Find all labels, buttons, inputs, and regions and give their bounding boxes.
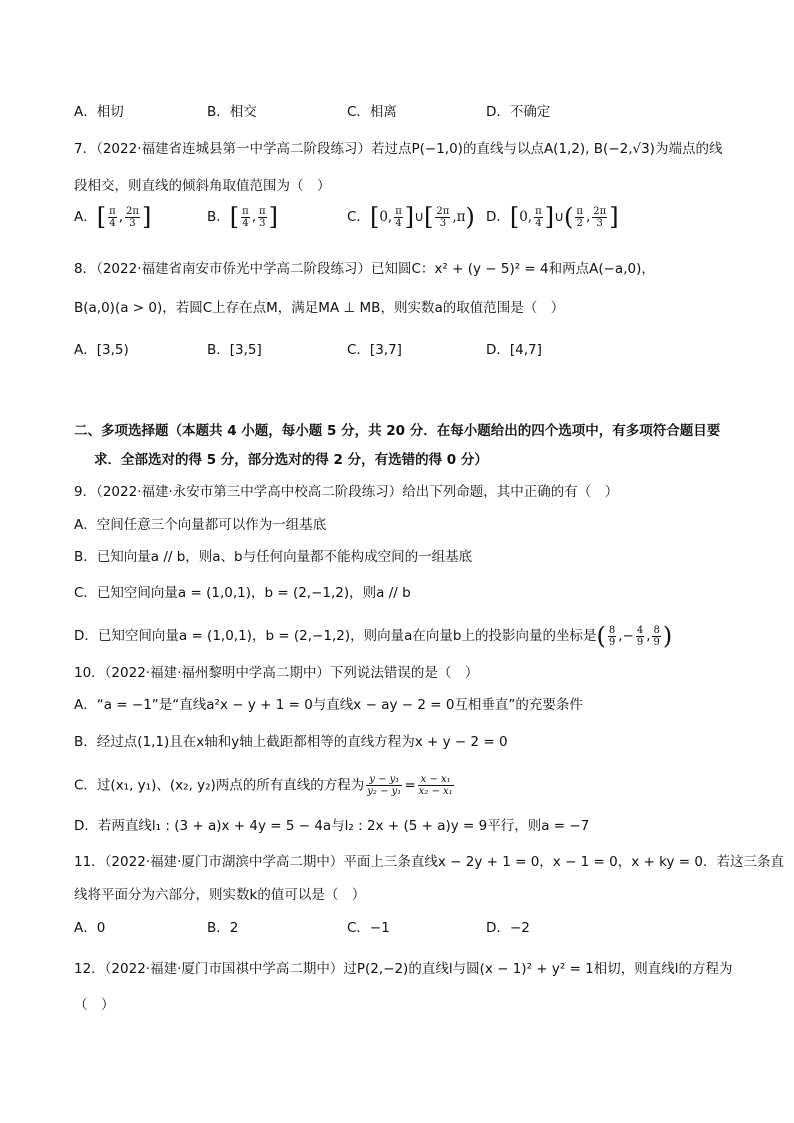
left-bracket: [ [229, 203, 240, 231]
fraction: $\frac{\pi}{2}$ [576, 205, 583, 229]
q7-stem-line2: 段相交，则直线的倾斜角取值范围为（ ） [74, 178, 331, 194]
q6-option-d: D．不确定 [486, 104, 551, 120]
fraction: $\frac{4}{9}$ [636, 624, 644, 648]
fraction: $\frac{\pi}{4}$ [109, 205, 116, 229]
q7-option-b: B．[ $\frac{\pi}{4}$ , $\frac{\pi}{3}$ ] [207, 203, 278, 231]
q9-option-a: A．空间任意三个向量都可以作为一组基底 [74, 517, 327, 533]
q8-option-b: B．[3,5] [207, 342, 262, 358]
q7-stem-line1: 7．（2022·福建省连城县第一中学高二阶段练习）若过点P(−1,0)的直线与以点A(1,2), B(−2,√3)为端点的线 [74, 141, 723, 157]
left-paren: ( [564, 203, 574, 231]
q7-option-d-label: D． [486, 209, 510, 225]
q11-stem-line1: 11．（2022·福建·厦门市湖滨中学高二期中）平面上三条直线x − 2y + 1 = 0，x − 1 = 0，x + ky = 0．若这三条直 [74, 854, 784, 870]
q6-option-b: B．相交 [207, 104, 257, 120]
q8-option-a: A．[3,5) [74, 342, 129, 358]
right-bracket: ] [141, 203, 152, 231]
right-bracket: ] [609, 203, 619, 231]
left-bracket: [ [509, 203, 520, 231]
left-bracket: [ [369, 203, 380, 231]
q7-option-c-label: C． [347, 209, 370, 225]
q11-option-b: B．2 [207, 920, 239, 936]
q9-option-d-text: D．已知空间向量a = (1,0,1)，b = (2,−1,2)，则向量a在向量b上的投影向量的坐标是 [74, 628, 597, 644]
q10-stem: 10．（2022·福建·福州黎明中学高二期中）下列说法错误的是（ ） [74, 665, 479, 681]
fraction: $\frac{\text{y − y₁}}{\text{y₂ − y₁}}$ [367, 774, 402, 797]
q11-option-c: C．−1 [347, 920, 390, 936]
q6-option-c: C．相离 [347, 104, 397, 120]
left-bracket: [ [424, 203, 434, 231]
q8-option-c: C．[3,7] [347, 342, 402, 358]
q11-stem-line2: 线将平面分为六部分，则实数k的值可以是（ ） [74, 887, 366, 903]
left-paren: ( [596, 622, 606, 650]
fraction: $\frac{2\pi}{3}$ [593, 205, 607, 229]
q11-option-d: D．−2 [486, 920, 530, 936]
fraction: $\frac{\pi}{4}$ [535, 205, 542, 229]
right-bracket: ] [404, 203, 415, 231]
q9-option-d: D．已知空间向量a = (1,0,1)，b = (2,−1,2)，则向量a在向量b上的投影向量的坐标是( $\frac{8}{9}$ ,− $\frac{4}{9}$ , $\frac{8}{9}$ ) [74, 622, 673, 650]
q9-stem: 9．（2022·福建·永安市第三中学高中校高二阶段练习）给出下列命题，其中正确的有（ ） [74, 484, 619, 500]
q7-option-b-label: B． [207, 209, 230, 225]
q7-option-c: C．[0, $\frac{\pi}{4}$ ]∪[ $\frac{2\pi}{3}$ ,π) [347, 203, 475, 231]
q9-option-b: B．已知向量a // b，则a、b与任何向量都不能构成空间的一组基底 [74, 549, 473, 565]
right-paren: ) [662, 622, 673, 650]
right-bracket: ] [544, 203, 555, 231]
q7-option-a-label: A． [74, 209, 97, 225]
fraction: $\frac{8}{9}$ [608, 624, 616, 648]
fraction: $\frac{\pi}{3}$ [259, 205, 266, 229]
q7-option-a: A．[ $\frac{\pi}{4}$ , $\frac{2\pi}{3}$ ] [74, 203, 152, 231]
fraction: $\frac{\pi}{4}$ [242, 205, 249, 229]
q6-option-a: A．相切 [74, 104, 124, 120]
q10-option-c: C．过(x₁, y₁)、(x₂, y₂)两点的所有直线的方程为 $\frac{\text{y − y₁}}{\text{y₂ − y₁}}$ = $\frac{\text{x − x₁}}{\text{x₂ − x₁}}$ [74, 774, 453, 797]
fraction: $\frac{\text{x − x₁}}{\text{x₂ − x₁}}$ [418, 774, 453, 797]
section-heading-line1: 二、多项选择题（本题共 4 小题，每小题 5 分，共 20 分．在每小题给出的四个选项中，有多项符合题目要 [74, 423, 721, 439]
q10-option-c-text: C．过(x₁, y₁)、(x₂, y₂)两点的所有直线的方程为 [74, 777, 365, 794]
fraction: $\frac{8}{9}$ [653, 624, 660, 648]
left-bracket: [ [96, 203, 107, 231]
right-bracket: ] [268, 203, 278, 231]
fraction: $\frac{2\pi}{3}$ [126, 205, 139, 229]
q12-stem-line1: 12．（2022·福建·厦门市国祺中学高二期中）过P(2,−2)的直线l与圆(x − 1)² + y² = 1相切，则直线l的方程为 [74, 961, 733, 977]
q10-option-a: A．“a = −1”是“直线a²x − y + 1 = 0与直线x − ay − 2 = 0互相垂直”的充要条件 [74, 697, 583, 713]
q8-stem-line1: 8．（2022·福建省南安市侨光中学高二阶段练习）已知圆C：x² + (y − 5)² = 4和两点A(−a,0)， [74, 261, 655, 277]
q10-option-b: B．经过点(1,1)且在x轴和y轴上截距都相等的直线方程为x + y − 2 = 0 [74, 734, 508, 750]
fraction: $\frac{2\pi}{3}$ [436, 205, 450, 229]
fraction: $\frac{\pi}{4}$ [395, 205, 402, 229]
q11-option-a: A．0 [74, 920, 106, 936]
right-paren: ) [465, 203, 475, 231]
q12-stem-line2: （ ） [74, 997, 115, 1013]
q8-option-d: D．[4,7] [486, 342, 542, 358]
section-heading-line2: 求．全部选对的得 5 分，部分选对的得 2 分，有选错的得 0 分） [94, 452, 488, 468]
q8-stem-line2: B(a,0)(a > 0)，若圆C上存在点M，满足MA ⊥ MB，则实数a的取值范围是（ ） [74, 300, 565, 316]
q9-option-c: C．已知空间向量a = (1,0,1)，b = (2,−1,2)，则a // b [74, 585, 411, 601]
q10-option-d: D．若两直线l₁ : (3 + a)x + 4y = 5 − 4a与l₂ : 2x + (5 + a)y = 9平行，则a = −7 [74, 818, 590, 834]
q7-option-d: D．[0, $\frac{\pi}{4}$ ]∪( $\frac{\pi}{2}$ , $\frac{2\pi}{3}$ ] [486, 203, 619, 231]
